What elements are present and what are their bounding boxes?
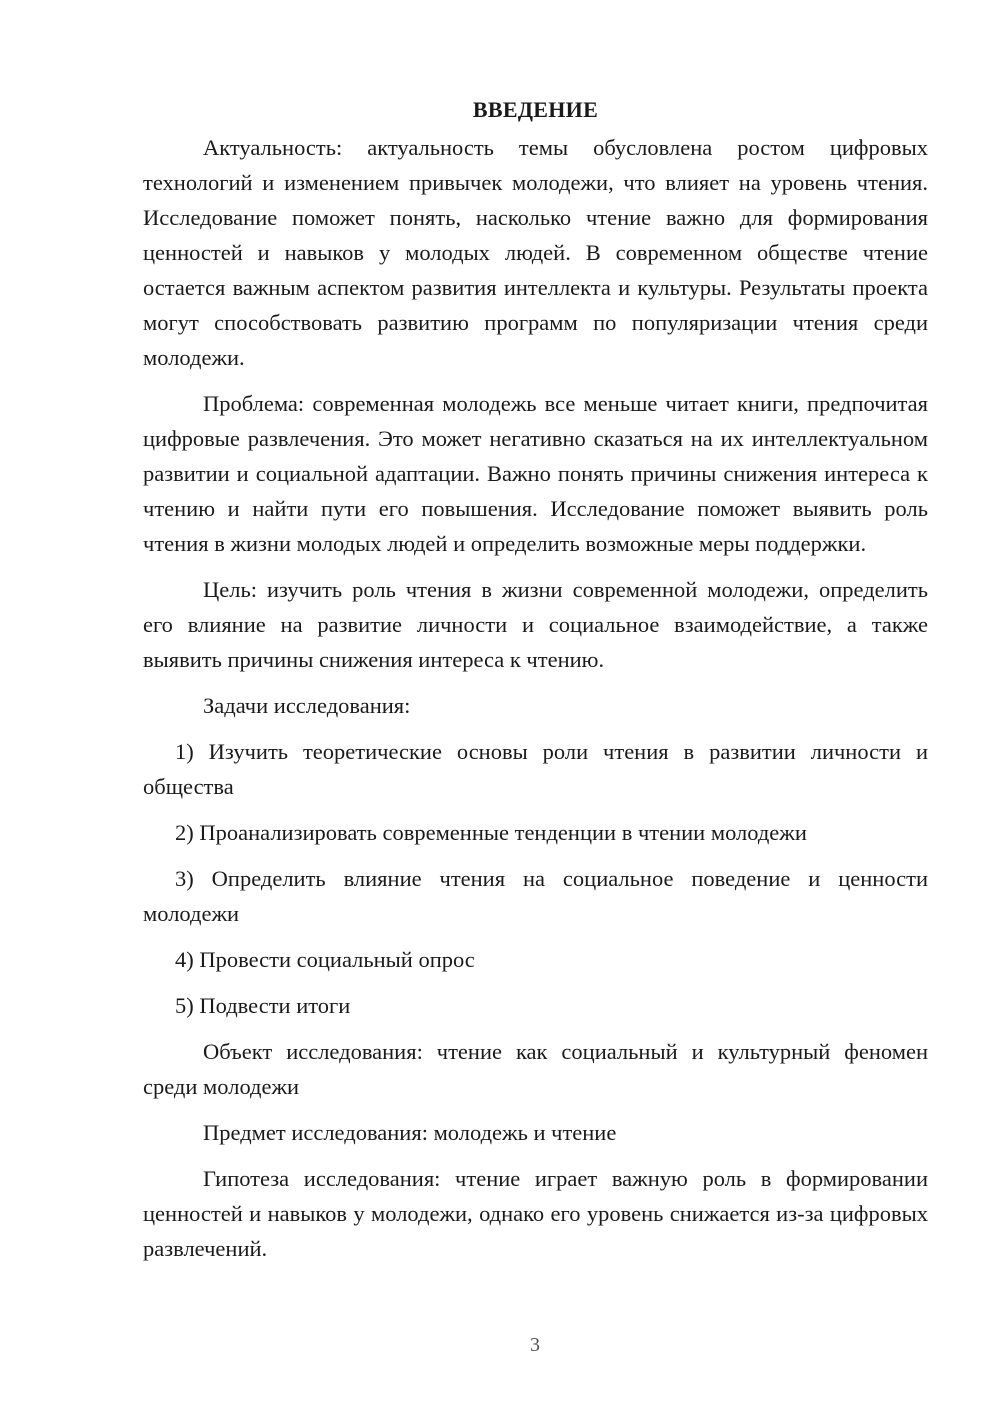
hypothesis-paragraph: Гипотеза исследования: чтение играет важную роль в формировании ценностей и навыков у молодежи, однако его уровень снижается из-за цифровых развлечений. (143, 1166, 928, 1261)
document-page (143, 92, 928, 1277)
subject-paragraph: Предмет исследования: молодежь и чтение (203, 1120, 617, 1145)
relevance-paragraph: Актуальность: актуальность темы обусловлена ростом цифровых технологий и изменением привычек молодежи, что влияет на уровень чтения. Исследование поможет понять, насколько чтение важно для формирования ценностей и навыков у молодых людей. В современном обществе чтение остается важным аспектом развития интеллекта и культуры. Результаты проекта могут способствовать развитию программ по популяризации чтения среди молодежи. (143, 135, 928, 370)
problem-paragraph: Проблема: современная молодежь все меньше читает книги, предпочитая цифровые развлечения. Это может негативно сказаться на их интеллектуальном развитии и социальной адаптации. Важно понять причины снижения интереса к чтению и найти пути его повышения. Исследование поможет выявить роль чтения в жизни молодых людей и определить возможные меры поддержки. (143, 391, 928, 556)
section-title: ВВЕДЕНИЕ (472, 97, 599, 122)
list-item: 1) Изучить теоретические основы роли чтения в развитии личности и общества (143, 739, 928, 799)
tasks-list (143, 734, 928, 1023)
list-item: 3) Определить влияние чтения на социальное поведение и ценности молодежи (143, 866, 928, 926)
tasks-heading: Задачи исследования: (203, 693, 411, 718)
list-item: 2) Проанализировать современные тенденции в чтении молодежи (175, 820, 807, 845)
object-paragraph: Объект исследования: чтение как социальный и культурный феномен среди молодежи (143, 1039, 928, 1099)
page-number: 3 (530, 1334, 540, 1356)
list-item: 5) Подвести итоги (175, 993, 351, 1018)
list-item: 4) Провести социальный опрос (175, 947, 475, 972)
goal-paragraph: Цель: изучить роль чтения в жизни современной молодежи, определить его влияние на развитие личности и социальное взаимодействие, а также выявить причины снижения интереса к чтению. (143, 577, 928, 672)
